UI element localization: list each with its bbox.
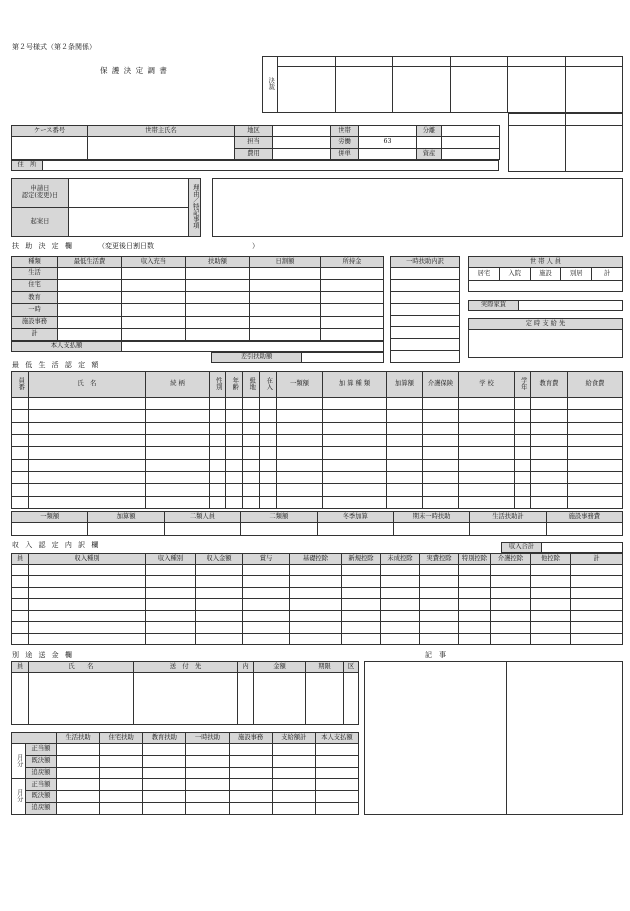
fujo-row-label: 一時 (12, 304, 58, 316)
income-col-type2: 収入種別 (146, 554, 196, 565)
income-col-member: 員 (12, 554, 29, 565)
payee-heading: 定 時 支 給 先 (469, 319, 623, 330)
betto-heading: 別 途 送 金 欄 (12, 651, 74, 659)
document-title: 保 護 決 定 調 書 (100, 66, 168, 75)
saitei-col-age: 年齢 (226, 372, 243, 398)
application-table (11, 178, 623, 237)
income-col-new-deduction: 新規控除 (342, 554, 381, 565)
footer-shisetsu: 施設事務費 (546, 512, 622, 523)
case-no-label: ケース番号 (12, 126, 88, 137)
income-col-actual-deduction: 実費控除 (420, 554, 459, 565)
hiyo-label: 費用 (235, 148, 273, 159)
bunri-label: 分離 (417, 126, 442, 137)
summary-row-label: 既決額 (26, 791, 57, 803)
tanto-label: 担当 (235, 137, 273, 148)
members-col: 別居 (561, 268, 592, 281)
saitei-col-zainyu: 在入 (260, 372, 277, 398)
income-col-type: 収入種別 (29, 554, 146, 565)
payee-table (468, 318, 623, 358)
betto-col-member: 員 (12, 662, 29, 673)
fujo-col-income: 収入充当 (122, 257, 186, 268)
income-col-minor-deduction: 未成控除 (381, 554, 420, 565)
setai-label: 世帯 (331, 126, 359, 137)
income-table (11, 553, 623, 645)
income-col-special-deduction: 特別控除 (459, 554, 491, 565)
saitei-col-kasan-amount: 加算額 (387, 372, 423, 398)
income-col-other-deduction: 他控除 (531, 554, 571, 565)
summary-col-kyoiku: 教育扶助 (143, 733, 186, 744)
address-label: 住 所 (12, 161, 43, 171)
sahiki-row (211, 352, 384, 363)
summary-col-total: 支給額計 (272, 733, 315, 744)
saitei-col-relation: 続 柄 (146, 372, 210, 398)
income-col-care-deduction: 介護控除 (491, 554, 531, 565)
betto-col-uchi: 内 (238, 662, 254, 673)
footer-kimatsu: 期末一時扶助 (393, 512, 469, 523)
fujo-table (11, 256, 384, 341)
income-col-basic-deduction: 基礎控除 (290, 554, 342, 565)
summary-col-seikatsu: 生活扶助 (57, 733, 100, 744)
fujo-col-cash: 所持金 (321, 257, 384, 268)
members-col: 計 (592, 268, 623, 281)
summary-row-label: 正当額 (26, 779, 57, 791)
saitei-col-lunch: 給食費 (568, 372, 623, 398)
members-heading: 世 帯 人 員 (469, 257, 623, 268)
fujo-col-amount: 扶助額 (186, 257, 250, 268)
honnin-label: 本人支払額 (12, 342, 122, 352)
summary-row-label: 正当額 (26, 744, 57, 756)
shunyu-heading: 収 入 認 定 内 訳 欄 (12, 541, 101, 549)
footer-ichirui: 一類額 (12, 512, 88, 523)
footer-nirui-count: 二類人員 (164, 512, 240, 523)
fujo-row-label: 生活 (12, 268, 58, 280)
month-label: 月分 (12, 779, 26, 815)
rent-row (468, 300, 623, 311)
saitei-col-kaigo: 介護保険 (423, 372, 459, 398)
district-label: 地区 (235, 126, 273, 137)
summary-col-jutaku: 住宅扶助 (100, 733, 143, 744)
footer-seikatsu-total: 生活扶助計 (470, 512, 546, 523)
sahiki-label: 差引扶助額 (212, 353, 302, 363)
fujo-heading: 扶 助 決 定 欄 (12, 242, 74, 250)
fujo-col-type: 種類 (12, 257, 58, 268)
saitei-col-ichirui: 一類額 (277, 372, 323, 398)
saitei-heading: 最 低 生 活 認 定 額 (12, 361, 101, 369)
betto-col-ku: 区 (344, 662, 359, 673)
reason-label: 理由／特記事項 (189, 179, 201, 237)
saitei-col-grade: 級地 (243, 372, 260, 398)
summary-row-label: 追戻額 (26, 767, 57, 779)
heisai-label: 併単 (331, 148, 359, 159)
approval-table (262, 56, 623, 113)
saitei-col-school: 学 校 (459, 372, 515, 398)
footer-nirui: 二類額 (241, 512, 317, 523)
rodo-label: 労働 (331, 137, 359, 148)
saitei-col-education: 教育費 (531, 372, 568, 398)
saitei-footer-table (11, 511, 623, 536)
income-col-bonus: 賞与 (243, 554, 290, 565)
members-table (468, 256, 623, 281)
members-value-row (468, 280, 623, 292)
saitei-col-year: 学年 (515, 372, 531, 398)
case-info-table (11, 125, 500, 160)
income-col-amount: 収入金額 (196, 554, 243, 565)
footer-winter: 冬季加算 (317, 512, 393, 523)
rent-label: 実際家賃 (469, 301, 519, 311)
saitei-col-sex: 性別 (210, 372, 226, 398)
kian-label: 起案日 (12, 208, 69, 237)
kiji-box (364, 661, 623, 815)
fujo-col-daily: 日割額 (250, 257, 321, 268)
saitei-col-no: 員番 (12, 372, 29, 398)
betto-table (11, 661, 359, 725)
summary-row-label: 追戻額 (26, 803, 57, 815)
members-col: 居宅 (469, 268, 500, 281)
kessai-label: 決裁 (263, 57, 278, 113)
betto-col-name: 氏 名 (29, 662, 134, 673)
saitei-col-kasan-type: 加 算 種 類 (323, 372, 387, 398)
members-col: 施設 (530, 268, 561, 281)
fujo-row-label: 住宅 (12, 280, 58, 292)
fujo-row-label: 計 (12, 328, 58, 340)
address-row (11, 160, 499, 171)
income-total-row (501, 542, 623, 553)
members-col: 入院 (499, 268, 530, 281)
betto-col-deadline: 期限 (306, 662, 344, 673)
month-label: 月分 (12, 744, 26, 779)
betto-col-amount: 金額 (254, 662, 306, 673)
summary-row-label: 既決額 (26, 755, 57, 767)
income-col-total: 計 (571, 554, 623, 565)
summary-col-honnin: 本人支払額 (315, 733, 358, 744)
saitei-col-name: 氏 名 (29, 372, 146, 398)
footer-kasan: 加算額 (88, 512, 164, 523)
kiji-heading: 記 事 (425, 651, 446, 659)
rodo-value: 63 (359, 137, 417, 148)
ichiji-table (390, 256, 460, 363)
fujo-note: （変更後日割日数 ） (98, 242, 259, 250)
fujo-row-label: 施設事務 (12, 316, 58, 328)
betto-col-destination: 送 付 先 (134, 662, 238, 673)
income-total-label: 収入合計 (502, 543, 542, 553)
saitei-table (11, 371, 623, 509)
head-name-label: 世帯主氏名 (88, 126, 235, 137)
summary-col-ichiji: 一時扶助 (186, 733, 229, 744)
summary-table (11, 732, 359, 815)
ichiji-label: 一時扶助内訳 (391, 257, 460, 268)
fujo-col-minimum: 最低生活費 (58, 257, 122, 268)
honnin-row (11, 341, 384, 352)
fujo-row-label: 教育 (12, 292, 58, 304)
shisan-label: 資産 (417, 148, 442, 159)
summary-col-shisetsu: 施設事務 (229, 733, 272, 744)
form-number: 第２号様式（第２条関係） (12, 43, 96, 51)
application-date-label: 申請日 認定(変更)日 (12, 179, 69, 208)
